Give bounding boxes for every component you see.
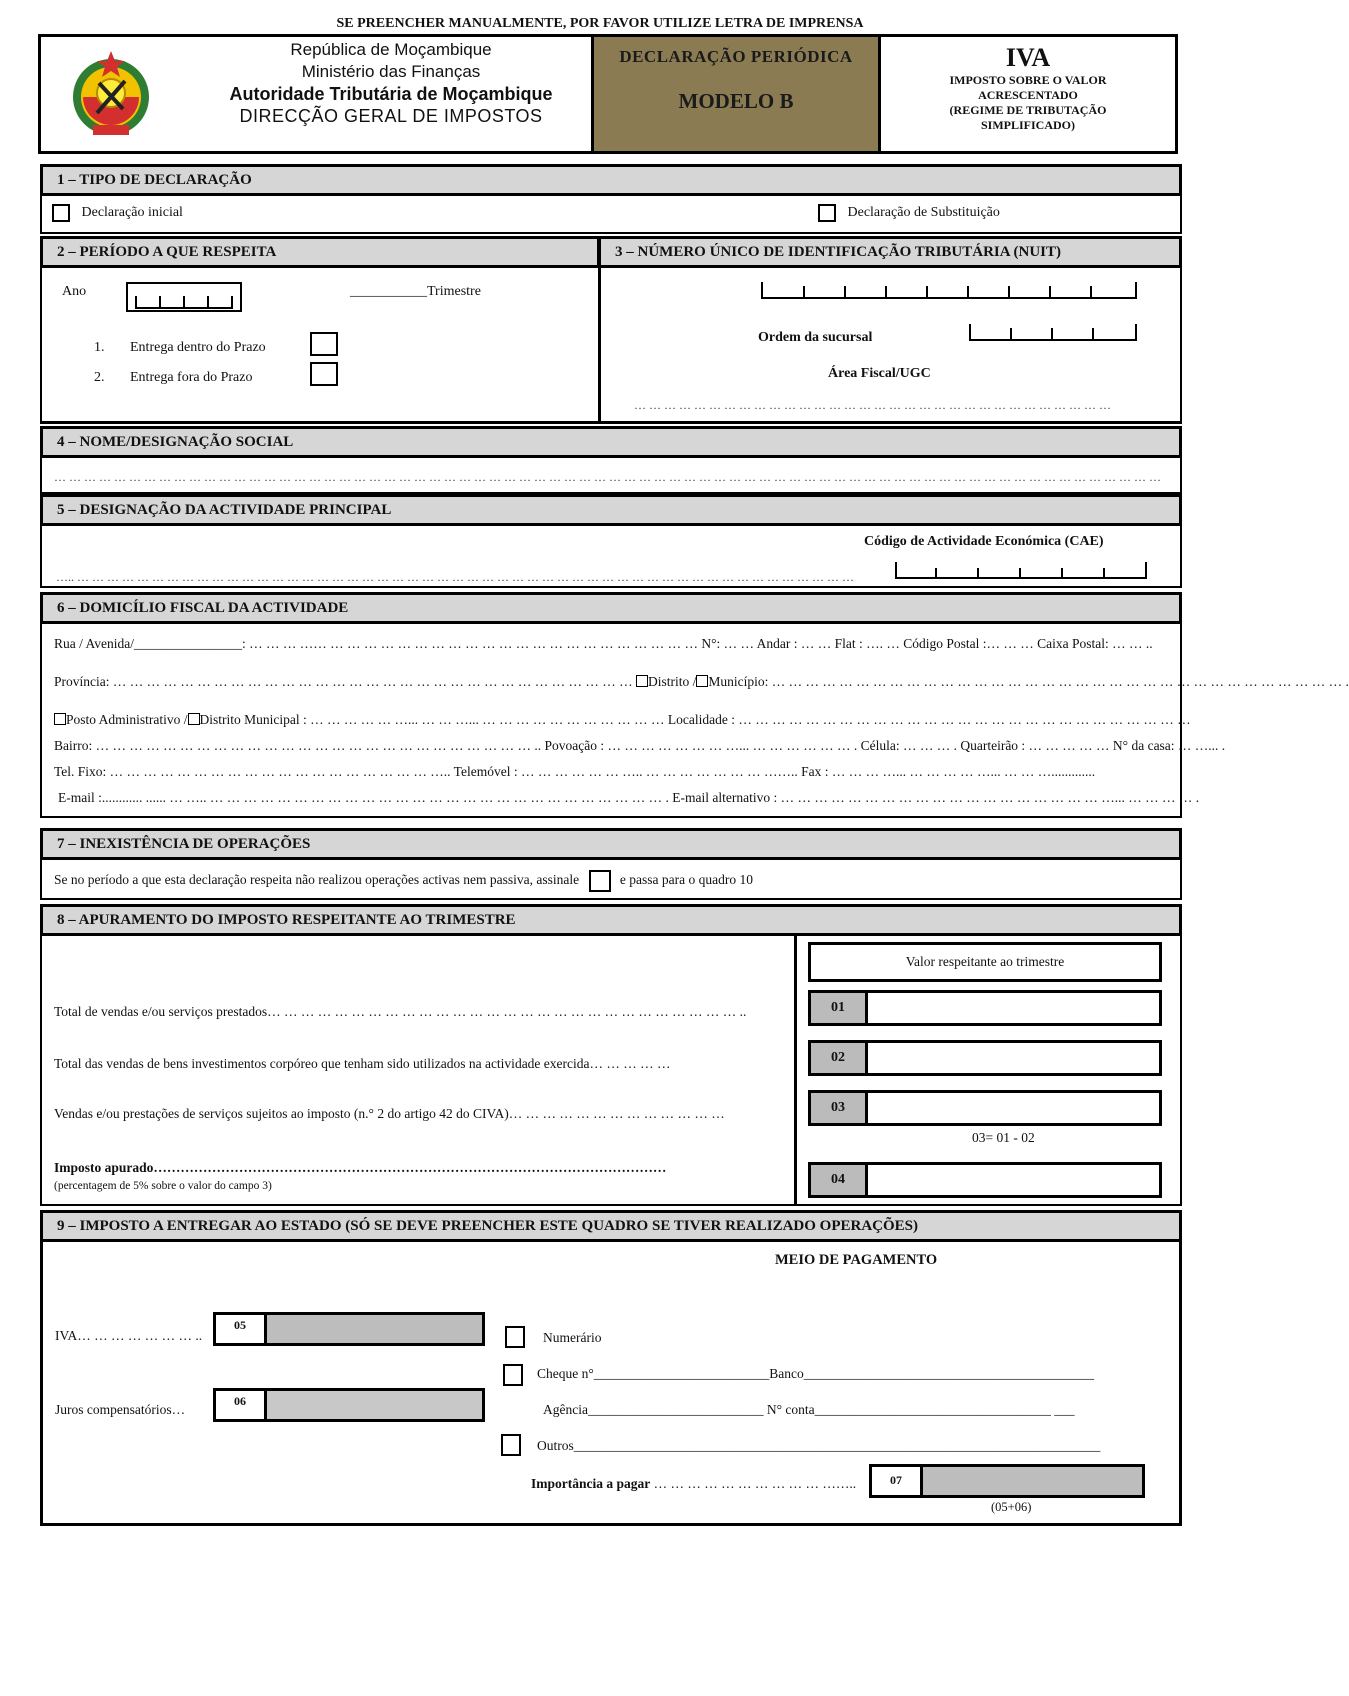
tax-desc-1: IMPOSTO SOBRE O VALOR xyxy=(949,73,1107,87)
section-7-header xyxy=(40,828,1182,860)
year-input[interactable] xyxy=(126,282,242,312)
agency-line[interactable]: Agência__________________________ N° conta___________________________________ ___ xyxy=(543,1402,1075,1417)
section-7-title: 7 – INEXISTÊNCIA DE OPERAÇÕES xyxy=(57,836,311,852)
field-07[interactable] xyxy=(869,1464,1145,1498)
org-line-4: DIRECÇÃO GERAL DE IMPOSTOS xyxy=(239,106,543,126)
section-6-header xyxy=(40,592,1182,624)
fiscal-area-label: Área Fiscal/UGC xyxy=(828,366,931,381)
value-header: Valor respeitante ao trimestre xyxy=(905,954,1065,969)
cash-label: Numerário xyxy=(543,1330,602,1345)
section-4-body xyxy=(40,458,1182,494)
address-phone-line[interactable]: Tel. Fixo: … … … … … … … … … … … … … … … … … … … ….. Telemóvel : … … … … … … ….. … … … … … … … …….. Fax : … … … …... … … … … …... … … …............. xyxy=(54,764,1096,779)
code-05: 05 xyxy=(216,1315,267,1343)
iva-label: IVA… … … … … … … .. xyxy=(55,1328,203,1343)
section-5-title: 5 – DESIGNAÇÃO DA ACTIVIDADE PRINCIPAL xyxy=(57,502,392,518)
on-time-label: Entrega dentro do Prazo xyxy=(130,340,266,355)
address-street-line[interactable]: Rua / Avenida/________________: … … … …… … … … … … … … … … … … … … … … … … … … … … … N°: … … Andar : … … Flat : …. … Código Postal :… … … Caixa Postal: … … .. xyxy=(54,636,1153,651)
section-6-title: 6 – DOMICÍLIO FISCAL DA ACTIVIDADE xyxy=(57,600,349,616)
code-01: 01 xyxy=(811,993,868,1023)
declaration-title: DECLARAÇÃO PERIÓDICA xyxy=(619,47,853,66)
late-label: Entrega fora do Prazo xyxy=(130,370,253,385)
imposto-note: (percentagem de 5% sobre o valor do campo 3) xyxy=(54,1180,272,1192)
tax-panel xyxy=(881,37,1175,133)
juros-label: Juros compensatórios… xyxy=(55,1402,186,1417)
branch-order-label: Ordem da sucursal xyxy=(758,330,873,345)
tax-desc-4: SIMPLIFICADO) xyxy=(980,118,1075,132)
declaration-type-panel xyxy=(591,37,881,151)
item1-num: 1. xyxy=(94,340,105,355)
tax-title: IVA xyxy=(1005,43,1051,72)
section-3-title: 3 – NÚMERO ÚNICO DE IDENTIFICAÇÃO TRIBUTÁRIA (NUIT) xyxy=(615,244,1062,260)
tax-desc-2: ACRESCENTADO xyxy=(978,88,1078,102)
on-time-checkbox[interactable] xyxy=(310,332,338,356)
declaration-substitution-label: Declaração de Substituição xyxy=(847,205,1000,221)
other-checkbox[interactable] xyxy=(501,1434,521,1456)
district-label: Distrito / xyxy=(648,674,697,689)
org-line-3: Autoridade Tributária de Moçambique xyxy=(229,84,553,104)
quarter-field[interactable]: ___________Trimestre xyxy=(350,284,481,299)
no-operations-text: Se no período a que esta declaração respeita não realizou operações activas nem passiva, assinale xyxy=(54,872,580,888)
activity-field[interactable]: ….. … … … … … … … … … … … … … … … … … … … … … … … … … … … … … … … … … … … … … … … … … … … … … … … … … … … … xyxy=(56,570,854,584)
org-block xyxy=(201,39,581,127)
org-line-2: Ministério das Finanças xyxy=(301,62,481,81)
row-02-label: Total das vendas de bens investimentos corpóreo que tenham sido utilizados na actividade exercida… … … … … xyxy=(54,1056,671,1071)
value-header-box xyxy=(808,942,1162,982)
code-03: 03 xyxy=(811,1093,868,1123)
section-2-header xyxy=(40,236,600,268)
nuit-input[interactable] xyxy=(760,278,1140,302)
year-label: Ano xyxy=(62,284,87,299)
cheque-line[interactable]: Cheque n°__________________________Banco___________________________________________ xyxy=(537,1366,1095,1381)
field-06[interactable] xyxy=(213,1388,485,1422)
section-4-header xyxy=(40,426,1182,458)
other-line[interactable]: Outros______________________________________________________________________________ xyxy=(537,1438,1101,1453)
field-02[interactable] xyxy=(808,1040,1162,1076)
fiscal-area-field[interactable]: … … … … … … … … … … … … … … … … … … … … … … … … … … … … … … … … xyxy=(634,398,1111,412)
cae-label: Código de Actividade Económica (CAE) xyxy=(864,534,1104,549)
org-line-1: República de Moçambique xyxy=(290,40,492,59)
code-06: 06 xyxy=(216,1391,267,1419)
emblem-icon xyxy=(63,47,159,143)
declaration-initial-label: Declaração inicial xyxy=(81,205,183,221)
admin-post-checkbox[interactable] xyxy=(54,713,66,725)
field-03[interactable] xyxy=(808,1090,1162,1126)
section-2-title: 2 – PERÍODO A QUE RESPEITA xyxy=(57,244,277,260)
section-8-title: 8 – APURAMENTO DO IMPOSTO RESPEITANTE AO TRIMESTRE xyxy=(57,912,516,928)
field-04[interactable] xyxy=(808,1162,1162,1198)
section-8-header xyxy=(40,904,1182,936)
code-02: 02 xyxy=(811,1043,868,1073)
section-5-body xyxy=(40,526,1182,588)
section-1-body xyxy=(40,196,1182,234)
late-checkbox[interactable] xyxy=(310,362,338,386)
row-03-label: Vendas e/ou prestações de serviços sujeitos ao imposto (n.° 2 do artigo 42 do CIVA)… … … … … … … … … … … … … xyxy=(54,1106,725,1121)
section-1-title: 1 – TIPO DE DECLARAÇÃO xyxy=(57,172,252,188)
item2-num: 2. xyxy=(94,370,105,385)
no-operations-checkbox[interactable] xyxy=(589,870,611,892)
header-box xyxy=(38,34,1178,154)
imposto-label: Imposto apurado…………………………………………………………………………………………………… xyxy=(54,1160,667,1175)
amount-label: Importância a pagar xyxy=(531,1476,651,1491)
section-7-body xyxy=(40,860,1182,900)
section-2-3-body xyxy=(40,268,1182,424)
amount-dots: … … … … … … … … … … …….. xyxy=(650,1476,857,1491)
address-province-line[interactable] xyxy=(54,674,1349,690)
municipality-field: Município: … … … … … … … … … … … … … … … … … … … … … … … … … … … … … … … … … … . xyxy=(708,674,1349,689)
section-1-header xyxy=(40,164,1182,196)
branch-order-input[interactable] xyxy=(968,320,1140,344)
district-checkbox[interactable] xyxy=(636,675,648,687)
section-9-title: 9 – IMPOSTO A ENTREGAR AO ESTADO (SÓ SE DEVE PREENCHER ESTE QUADRO SE TIVER REALIZADO OPERAÇÕES) xyxy=(57,1218,919,1234)
print-notice: SE PREENCHER MANUALMENTE, POR FAVOR UTILIZE LETRA DE IMPRENSA xyxy=(336,16,864,31)
tax-desc-3: (REGIME DE TRIBUTAÇÃO xyxy=(949,103,1107,117)
address-neighborhood-line[interactable]: Bairro: … … … … … … … … … … … … … … … … … … … … … … … … … … .. Povoação : … … … … … … … …... … … … … … … . Célula: … … … . Quarteirão : … … … … … N° da casa: … …... . xyxy=(54,738,1226,753)
cash-checkbox[interactable] xyxy=(505,1326,525,1348)
row-01-label: Total de vendas e/ou serviços prestados… … … … … … … … … … … … … … … … … … … … … … … … … … … … .. xyxy=(54,1004,747,1019)
address-post-line[interactable] xyxy=(54,712,1191,728)
municipality-checkbox[interactable] xyxy=(696,675,708,687)
province-field: Província: … … … … … … … … … … … … … … … … … … … … … … … … … … … … … … … xyxy=(54,674,636,689)
locality-field: Distrito Municipal : … … … … … …... … … …... … … … … … … … … … … … Localidade : … … … … … … … … … … … … … … … … … … … … … … … … … … … xyxy=(199,712,1191,727)
section-6-body xyxy=(40,624,1349,818)
cheque-checkbox[interactable] xyxy=(503,1364,523,1386)
section-5-header xyxy=(40,494,1182,526)
payment-method-title: MEIO DE PAGAMENTO xyxy=(775,1252,938,1268)
section-4-title: 4 – NOME/DESIGNAÇÃO SOCIAL xyxy=(57,434,294,450)
code-07: 07 xyxy=(872,1467,923,1495)
code-04: 04 xyxy=(811,1165,868,1195)
formula-note: 03= 01 - 02 xyxy=(972,1130,1035,1145)
declaration-substitution-checkbox[interactable] xyxy=(818,204,836,222)
cae-input[interactable] xyxy=(894,558,1150,582)
section-9-header xyxy=(40,1210,1182,1242)
section-9-body xyxy=(40,1242,1182,1526)
municipal-district-checkbox[interactable] xyxy=(188,713,200,725)
section-3-header xyxy=(598,236,1182,268)
address-email-line[interactable]: E-mail :............ ...... … ….. … … … … … … … … … … … … … … … … … … … … … … … … … … … . E-mail alternativo : … … … … … … … … … … … … … … … … … … … …... … … … … . xyxy=(58,790,1200,805)
no-operations-text-b: e passa para o quadro 10 xyxy=(619,872,753,888)
admin-post-label: Posto Administrativo / xyxy=(66,712,188,727)
total-formula: (05+06) xyxy=(991,1500,1032,1514)
declaration-initial-checkbox[interactable] xyxy=(52,204,70,222)
name-field[interactable]: … … … … … … … … … … … … … … … … … … … … … … … … … … … … … … … … … … … … … … … … … … … … … … … … … … … … … … … … … … … … … … … … … … … … … … … … … … xyxy=(54,470,1161,484)
field-01[interactable] xyxy=(808,990,1162,1026)
field-05[interactable] xyxy=(213,1312,485,1346)
section-8-body xyxy=(40,936,1182,1206)
model-label: MODELO B xyxy=(678,89,794,113)
